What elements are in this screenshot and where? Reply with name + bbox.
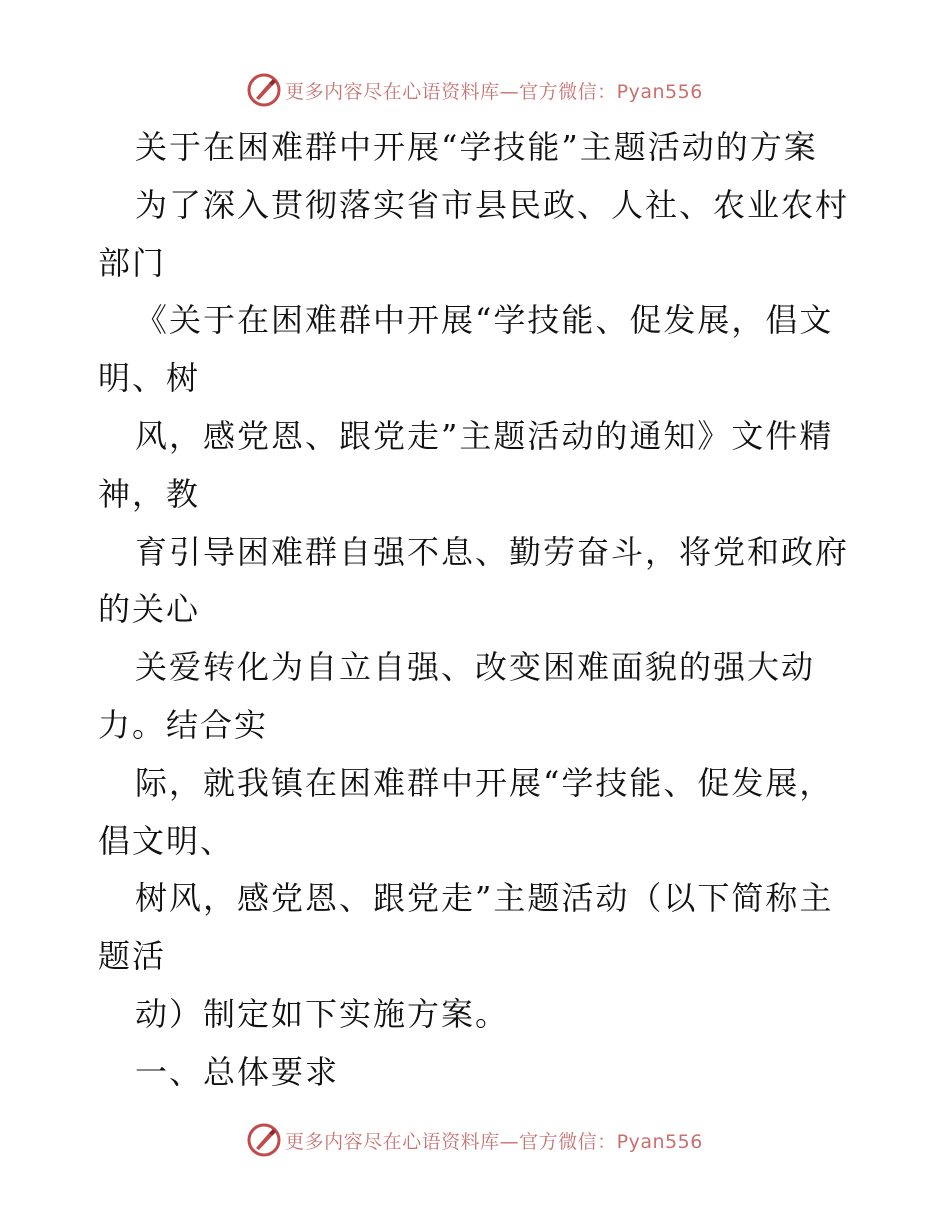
watermark-text: 更多内容尽在心语资料库—官方微信：Pyan556 <box>285 80 703 103</box>
paragraph-line: 题活 <box>98 937 167 976</box>
document-title: 关于在困难群中开展“学技能”主题活动的方案 <box>135 128 818 166</box>
paragraph-line: 明、树 <box>98 359 201 398</box>
document-body <box>98 119 858 1102</box>
pen-logo-icon <box>247 1123 281 1157</box>
pen-logo-icon <box>247 73 281 107</box>
paragraph-line: 育引导困难群自强不息、勤劳奋斗，将党和政府 <box>135 532 850 571</box>
footer-watermark <box>0 1120 950 1160</box>
paragraph-line: 风，感党恩、跟党走”主题活动的通知》文件精 <box>135 416 834 455</box>
paragraph-line: 的关心 <box>98 590 201 629</box>
paragraph-line: 倡文明、 <box>98 821 235 860</box>
paragraph-line: 际，就我镇在困难群中开展“学技能、促发展， <box>135 763 834 802</box>
paragraph-line: 力。结合实 <box>98 705 269 744</box>
paragraph-line: 关爱转化为自立自强、改变困难面貌的强大动 <box>135 648 816 687</box>
header-watermark <box>0 70 950 110</box>
paragraph-line: 《关于在困难群中开展“学技能、促发展，倡文 <box>135 301 834 340</box>
paragraph-line: 树风，感党恩、跟党走”主题活动（以下简称主 <box>135 879 834 918</box>
watermark-text: 更多内容尽在心语资料库—官方微信：Pyan556 <box>285 1130 703 1153</box>
paragraph-line: 神，教 <box>98 474 201 513</box>
section-heading: 一、总体要求 <box>135 1052 340 1091</box>
paragraph-line: 部门 <box>98 243 167 282</box>
paragraph-line: 动）制定如下实施方案。 <box>135 994 510 1033</box>
paragraph-line: 为了深入贯彻落实省市县民政、人社、农业农村 <box>135 185 850 224</box>
